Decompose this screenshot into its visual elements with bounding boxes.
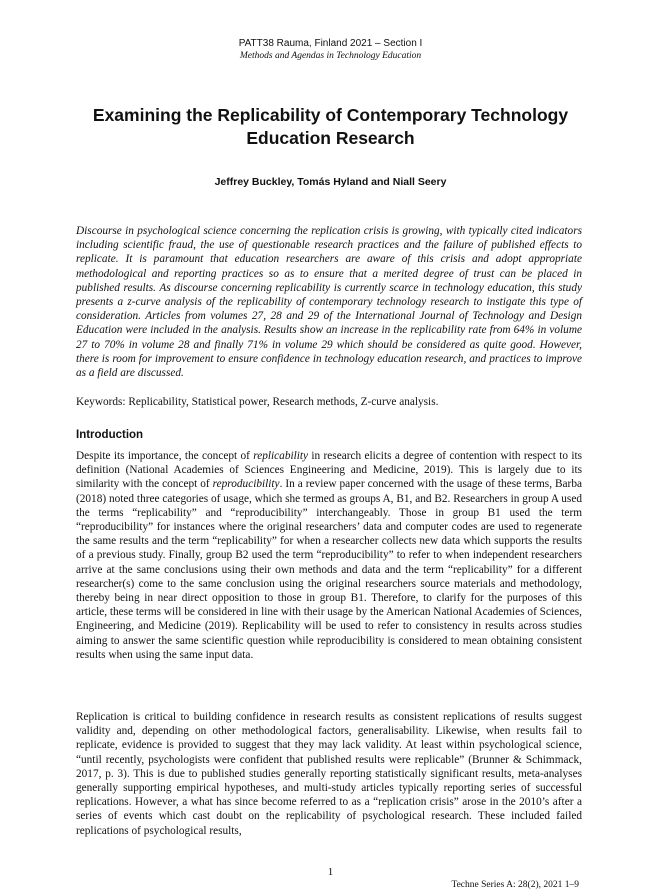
intro-paragraph-1: [76, 449, 582, 662]
text-run: in research elicits a degree of contention with respect to its definition (National Academies of Sciences Engineering and Medicine, 2019). This is largely due to its similarity with the concept of: [76, 450, 583, 491]
section-heading-introduction: Introduction: [76, 429, 144, 441]
author-list: Jeffrey Buckley, Tomás Hyland and Niall Seery: [214, 176, 447, 188]
section-theme: Methods and Agendas in Technology Education: [239, 51, 422, 61]
paper-title: Examining the Replicability of Contemporary Technology Education Research: [92, 105, 569, 148]
term-reproducibility: reproducibility: [212, 478, 280, 491]
keywords: Keywords: Replicability, Statistical power, Research methods, Z-curve analysis.: [76, 396, 439, 408]
text-run: Despite its importance, the concept of: [76, 450, 254, 462]
journal-citation: Techne Series A: 28(2), 2021 1–9: [451, 880, 579, 890]
page-number: 1: [327, 866, 334, 878]
text-run: . In a review paper concerned with the usage of these terms, Barba (2018) noted three categories of usage, which she termed as groups A, B1, and B2. Researchers in group A used the terms “replicability” and “reproducibility” interchangeably. Those in group B1 used the term “reproducibility” for instances where the original researchers’ data and computer codes are used to regenerate the same results and the term “replicability” for when a researcher collects new data which supports the results of a previous study. Finally, group B2 used the term “reproducibility” to refer to when independent researchers arrive at the same conclusions using their own methods and data and the term “replicability” for a different researcher(s) come to the same conclusion using the original researchers source materials and methodology, thereby being in near direct opposition to those in group B1. Therefore, to clarify for the purposes of this article, these terms will be considered in line with their usage by the American National Academies of Sciences, Engineering, and Medicine (2019). Replicability will be used to refer to consistency in results across studies aiming to answer the same scientific question while reproducibility is considered to mean obtaining consistent results when using the same input data.: [76, 478, 582, 661]
abstract: Discourse in psychological science concerning the replication crisis is growing, with typically cited indicators including scientific fraud, the use of questionable research practices and the failure of published effects to replicate. It is paramount that education researchers are aware of this crisis and adopt appropriate methodological and reporting practices so as to ensure that a merited degree of trust can be placed in published results. As discourse concerning replicability is currently scarce in technology education, this study presents a z-curve analysis of the replicability of contemporary technology research to instigate this type of consideration. Articles from volumes 27, 28 and 29 of the International Journal of Technology and Design Education were included in the analysis. Results show an increase in the replicability rate from 64% in volume 27 to 70% in volume 28 and finally 71% in volume 29 which should be considered as quite good. However, there is room for improvement to ensure confidence in technology education research, and practices to improve as a field are discussed.: [76, 225, 582, 380]
term-replicability: replicability: [253, 450, 309, 462]
intro-paragraph-2: Replication is critical to building confidence in research results as consistent replications of results suggest validity and, depending on other methodological factors, generalisability. Likewise, when results fail to replicate, evidence is provided to suggest that they may lack validity. At least within psychological science, “until recently, psychologists were confident that published results were replicable” (Brunner & Schimmack, 2017, p. 3). This is due to published studies generally reporting statistically significant results, meta-analyses generally supporting empirical hypotheses, and multi-study articles typically reporting series of successful replications. However, a what has since become referred to as a “replication crisis” arose in the 2010’s after a series of events which cast doubt on the replicability of psychological research. These included failed replications of psychological results,: [76, 711, 582, 837]
conference-header: PATT38 Rauma, Finland 2021 – Section I: [238, 38, 423, 49]
